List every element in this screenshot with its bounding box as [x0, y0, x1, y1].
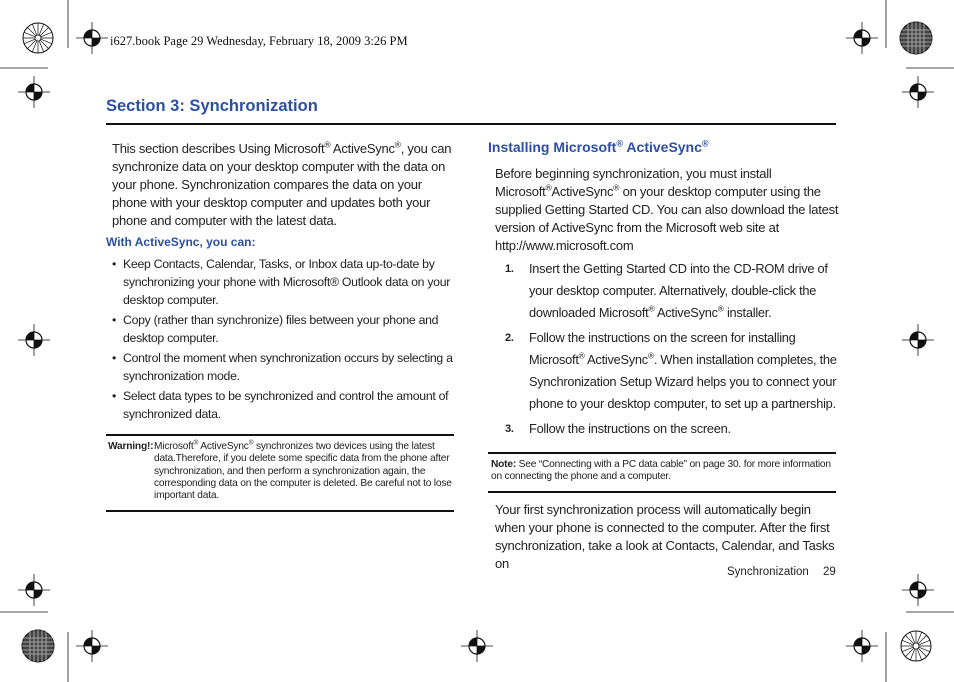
step-number: 3. — [505, 423, 514, 435]
footer-section-label: Synchronization — [727, 566, 809, 578]
note-top-rule — [488, 452, 836, 454]
registration-mark-right-1 — [902, 76, 934, 108]
step-number: 1. — [505, 263, 514, 275]
note-label: Note: — [491, 459, 517, 470]
registered-mark: ® — [578, 350, 585, 361]
heading-text-2: ActiveSync — [623, 139, 702, 155]
registration-mark-top-1 — [76, 22, 108, 54]
registered-mark: ® — [545, 182, 552, 193]
registration-mark-top-2 — [846, 22, 878, 54]
print-header: i627.book Page 29 Wednesday, February 18, 2009 3:26 PM — [110, 34, 408, 48]
page-number: 29 — [823, 566, 836, 578]
note-text: See “Connecting with a PC data cable” on page 30. for more information on connecting the phone and a computer. — [491, 459, 831, 483]
registration-mark-left-1 — [18, 76, 50, 108]
registration-grid-top-right — [900, 22, 932, 54]
note-bottom-rule — [488, 491, 836, 493]
step-text-1: Follow the instructions on the screen for installing Microsoft — [529, 330, 796, 367]
install-intro-text-2: ActiveSync — [551, 184, 614, 199]
registration-mark-bottom-2 — [846, 630, 878, 662]
install-intro-text-3: on your desktop computer using the supplied Getting Started CD. You can also download the latest version of ActiveSync from the Microsoft web site at http://www.microsoft.com — [495, 184, 839, 253]
warning-text-1: Microsoft — [154, 441, 194, 452]
step-text-2: ActiveSync — [654, 305, 718, 320]
registered-mark: ® — [717, 303, 724, 314]
intro-paragraph — [112, 140, 457, 230]
registered-mark: ® — [701, 138, 709, 149]
registration-mark-left-mid — [18, 324, 50, 356]
step-text-1: Follow the instructions on the screen. — [529, 421, 731, 436]
registration-star-top-left — [23, 23, 53, 53]
install-steps — [505, 258, 840, 443]
registered-mark: ® — [647, 350, 654, 361]
intro-text-2: ActiveSync — [330, 141, 395, 156]
section-title: Section 3: Synchronization — [106, 97, 318, 115]
registered-mark: ® — [616, 138, 624, 149]
feature-list — [112, 255, 457, 425]
registered-mark: ® — [394, 139, 401, 150]
installing-heading — [488, 139, 709, 155]
step-item — [505, 327, 840, 415]
registration-mark-bottom-1 — [76, 630, 108, 662]
warning-bottom-rule — [106, 510, 454, 512]
step-text-3: . When installation completes, the Synchronization Setup Wizard helps you to connect your phone to your desktop computer, to set up a partnership. — [529, 352, 837, 411]
warning-text-3: synchronizes two devices using the latest data.Therefore, if you delete some specific data from the phone after synchronization, and then perform a synchronization again, the corresponding data on the computer is deleted. Be careful not to lose important data. — [154, 441, 452, 502]
list-item: • Select data types to be synchronized and control the amount of synchronized data. — [112, 387, 457, 423]
closing-paragraph: Your first synchronization process will automatically begin when your phone is connected to the computer. After the first synchronization, take a look at Contacts, Calendar, and Tasks on — [495, 502, 835, 571]
intro-text-1: This section describes Using Microsoft — [112, 141, 325, 156]
step-item — [505, 418, 840, 440]
warning-text — [154, 441, 454, 502]
step-text-3: installer. — [723, 305, 772, 320]
step-text-2: ActiveSync — [584, 352, 648, 367]
registered-mark: ® — [648, 303, 655, 314]
warning-text-2: ActiveSync — [198, 441, 249, 452]
warning-label: Warning!: — [108, 441, 154, 452]
note-box — [491, 459, 833, 484]
step-text-1: Insert the Getting Started CD into the CD-ROM drive of your desktop computer. Alternatively, double-click the downloaded Microsoft — [529, 261, 828, 320]
registration-mark-right-2 — [902, 574, 934, 606]
registered-mark: ® — [248, 439, 254, 447]
intro-text-3: , you can synchronize data on your desktop computer with the data on your phone. Synchronization compares the data on your phone with your desktop computer and updates both your phone and computer with the latest data. — [112, 141, 452, 228]
install-intro-text-1: Before beginning synchronization, you must install Microsoft — [495, 166, 772, 199]
registered-mark: ® — [193, 439, 199, 447]
step-item — [505, 258, 840, 324]
activesync-subheading: With ActiveSync, you can: — [106, 235, 256, 249]
install-intro-paragraph — [495, 165, 840, 255]
registration-grid-bottom-left — [22, 630, 54, 662]
registered-mark: ® — [613, 182, 620, 193]
title-rule — [106, 123, 836, 125]
list-item: • Keep Contacts, Calendar, Tasks, or Inbox data up-to-date by synchronizing your phone with Microsoft® Outlook data on your desktop computer. — [112, 255, 457, 309]
warning-top-rule — [106, 434, 454, 436]
registration-mark-right-mid — [902, 324, 934, 356]
heading-text-1: Installing Microsoft — [488, 139, 617, 155]
registration-mark-left-2 — [18, 574, 50, 606]
registered-mark: ® — [324, 139, 331, 150]
list-item: • Control the moment when synchronization occurs by selecting a synchronization mode. — [112, 349, 457, 385]
step-number: 2. — [505, 332, 514, 344]
registration-star-bottom-right — [901, 631, 931, 661]
list-item: • Copy (rather than synchronize) files between your phone and desktop computer. — [112, 311, 457, 347]
registration-mark-bottom-mid — [461, 630, 493, 662]
